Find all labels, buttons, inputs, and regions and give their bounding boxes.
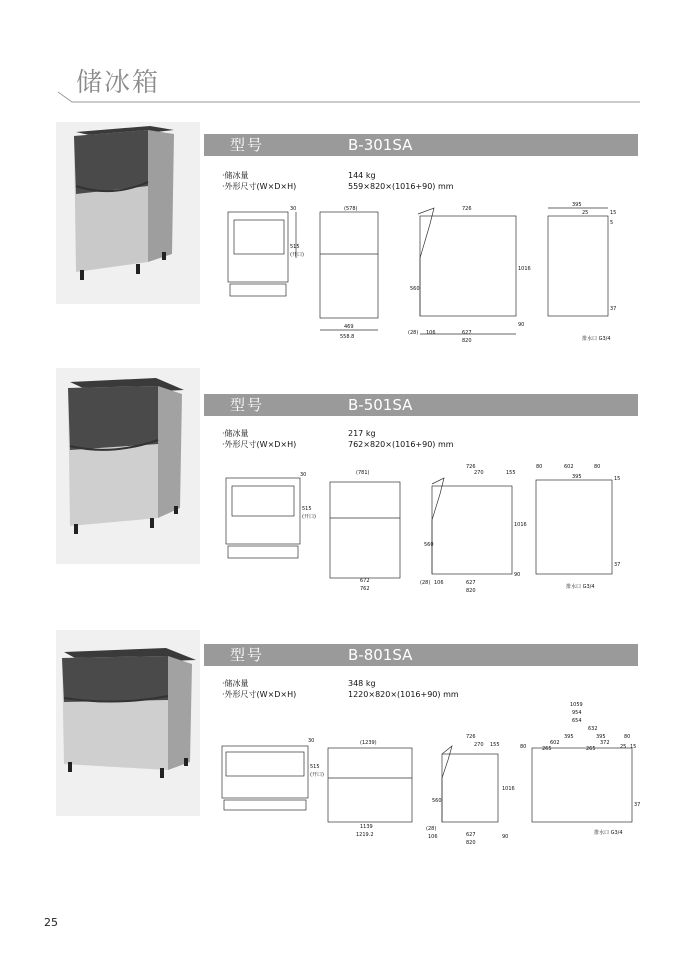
spec-key-dimensions: ·外形尺寸(W×D×H) [222, 182, 297, 191]
dim-width-inner: 672 [360, 578, 370, 584]
model-bar-b501sa [204, 394, 638, 416]
dim-front-h3: (开口) [302, 514, 316, 520]
dim-rear-w9: 265 [542, 746, 552, 752]
dimension-drawing-b801sa [220, 698, 640, 848]
dim-front-h1: 30 [308, 738, 315, 744]
dim-side-depth: 726 [466, 734, 476, 740]
dim-side-h: 1016 [502, 786, 515, 792]
title-rule [0, 78, 699, 110]
dim-width-outer: 1219.2 [356, 832, 374, 838]
dim-rear-h: 37 [614, 562, 621, 568]
dim-rear-w12: 80 [624, 734, 631, 740]
model-bar-b801sa [204, 644, 638, 666]
spec-key-dimensions: ·外形尺寸(W×D×H) [222, 690, 297, 699]
dim-rear-w1: 80 [536, 464, 543, 470]
product-photo-b301sa [56, 122, 200, 304]
dim-front-h2: 515 [310, 764, 320, 770]
dim-side-b4: 820 [462, 338, 472, 344]
drain-label: 排水口 G3/4 [594, 830, 623, 836]
dim-side-h: 1016 [518, 266, 531, 272]
dim-side-b1: (28) [426, 826, 437, 832]
spec-value-capacity: 144 kg [348, 171, 376, 180]
dim-rear-w1: 1059 [570, 702, 583, 708]
spec-value-dimensions: 559×820×(1016+90) mm [348, 182, 454, 191]
dim-side-b3: 627 [462, 330, 472, 336]
dim-side-leg: 90 [502, 834, 509, 840]
dim-width-inner: 469 [344, 324, 354, 330]
dim-rear-h: 37 [610, 306, 617, 312]
dim-side-b4: 820 [466, 840, 476, 846]
dim-rear-w3: 654 [572, 718, 582, 724]
dim-rear-w5: 15 [614, 476, 621, 482]
dim-side-mid: 560 [432, 798, 442, 804]
dim-rear-w5: 395 [564, 734, 574, 740]
spec-value-capacity: 348 kg [348, 679, 376, 688]
page-title: 储冰箱 [76, 68, 161, 98]
dim-rear-w7: 602 [550, 740, 560, 746]
dimension-drawing-b501sa [220, 456, 640, 606]
spec-value-dimensions: 762×820×(1016+90) mm [348, 440, 454, 449]
dim-side-leg: 90 [514, 572, 521, 578]
model-code: B-801SA [348, 646, 413, 664]
dim-rear-w2: 602 [564, 464, 574, 470]
dim-side-leg: 90 [518, 322, 525, 328]
dim-rear-w4: 632 [588, 726, 598, 732]
dim-rear-w1: 395 [572, 202, 582, 208]
dim-top-width: (578) [344, 206, 358, 212]
dim-side-b3: 627 [466, 832, 476, 838]
model-code: B-301SA [348, 136, 413, 154]
dim-rear-w6: 395 [596, 734, 606, 740]
spec-key-capacity: ·储冰量 [222, 679, 249, 688]
dim-side-d3: 155 [506, 470, 516, 476]
dim-front-h1: 30 [300, 472, 307, 478]
spec-key-dimensions: ·外形尺寸(W×D×H) [222, 440, 297, 449]
spec-value-capacity: 217 kg [348, 429, 376, 438]
dim-side-mid: 560 [410, 286, 420, 292]
dim-side-b1: (28) [420, 580, 431, 586]
dim-top-width: (781) [356, 470, 370, 476]
dim-side-d3: 155 [490, 742, 500, 748]
page-number: 25 [44, 916, 58, 929]
model-label: 型号 [230, 646, 265, 664]
spec-key-capacity: ·储冰量 [222, 429, 249, 438]
dim-side-h: 1016 [514, 522, 527, 528]
model-label: 型号 [230, 396, 265, 414]
dim-front-h3: (开口) [310, 772, 324, 778]
dim-side-depth: 726 [462, 206, 472, 212]
dim-rear-w14: 15 [630, 744, 637, 750]
dim-rear-w2: 25 [582, 210, 589, 216]
product-photo-b501sa [56, 368, 200, 564]
model-label: 型号 [230, 136, 265, 154]
dimension-drawing-b301sa [220, 198, 640, 348]
dim-rear-w3: 15 [610, 210, 617, 216]
dim-rear-w13: 25 [620, 744, 627, 750]
dim-front-h1: 30 [290, 206, 297, 212]
dim-side-b1: (28) [408, 330, 419, 336]
spec-block-b801sa [222, 678, 522, 700]
dim-front-h2: 515 [290, 244, 300, 250]
drain-label: 排水口 G3/4 [582, 336, 611, 342]
dim-side-b3: 627 [466, 580, 476, 586]
dim-top-width: (1239) [360, 740, 377, 746]
spec-key-capacity: ·储冰量 [222, 171, 249, 180]
dim-side-b2: 106 [426, 330, 436, 336]
spec-value-dimensions: 1220×820×(1016+90) mm [348, 690, 459, 699]
spec-block-b301sa [222, 170, 522, 192]
dim-rear-h: 37 [634, 802, 640, 808]
dim-rear-w8: 372 [600, 740, 610, 746]
dim-side-mid: 560 [424, 542, 434, 548]
dim-rear-w4: 5 [610, 220, 614, 226]
dim-side-b2: 106 [434, 580, 444, 586]
dim-rear-w3: 80 [594, 464, 601, 470]
dim-width-outer: 558.8 [340, 334, 355, 340]
dim-side-b4: 820 [466, 588, 476, 594]
dim-width-inner: 1139 [360, 824, 373, 830]
dim-side-b2: 106 [428, 834, 438, 840]
model-code: B-501SA [348, 396, 413, 414]
dim-front-h2: 515 [302, 506, 312, 512]
dim-width-outer: 762 [360, 586, 370, 592]
dim-rear-w11: 80 [520, 744, 527, 750]
dim-front-h3: (开口) [290, 252, 304, 258]
dim-side-d2: 270 [474, 742, 484, 748]
model-bar-b301sa [204, 134, 638, 156]
product-photo-b801sa [56, 630, 200, 816]
dim-rear-w4: 395 [572, 474, 582, 480]
dim-side-depth: 726 [466, 464, 476, 470]
dim-rear-w2: 954 [572, 710, 582, 716]
spec-block-b501sa [222, 428, 522, 450]
drain-label: 排水口 G3/4 [566, 584, 595, 590]
dim-side-d2: 270 [474, 470, 484, 476]
dim-rear-w10: 265 [586, 746, 596, 752]
